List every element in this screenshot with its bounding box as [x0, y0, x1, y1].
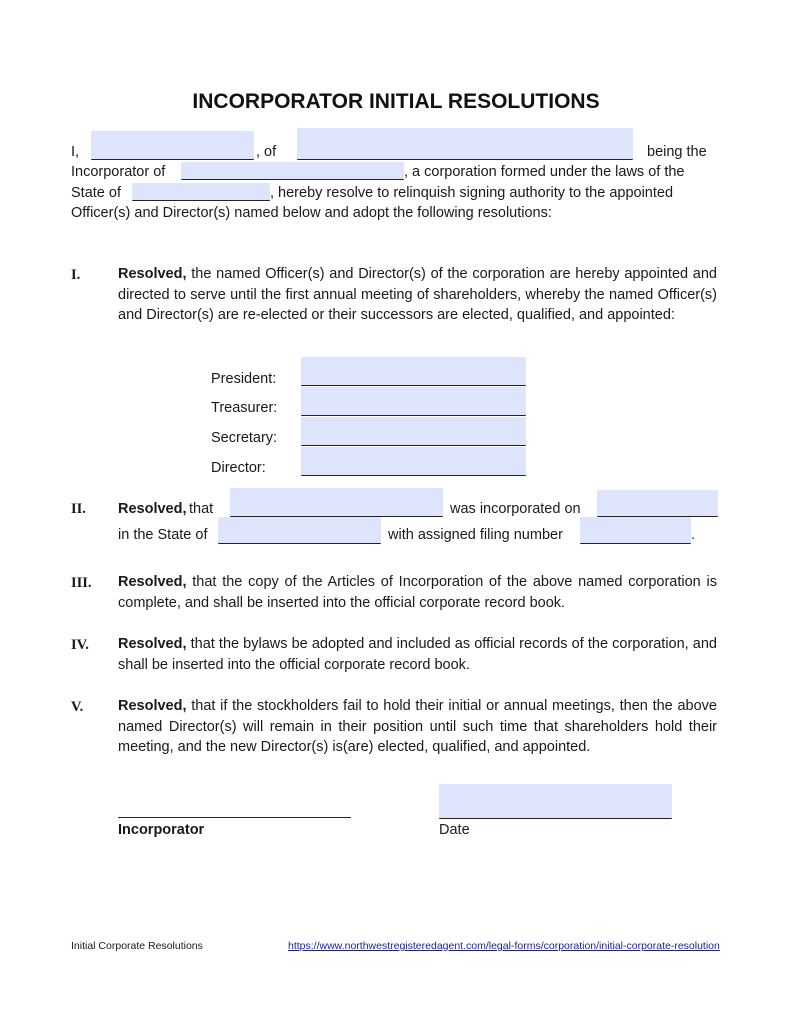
secretary-label: Secretary:	[211, 430, 278, 446]
incorporator-name-field[interactable]	[91, 131, 254, 160]
resolution-1-numeral: I.	[71, 267, 81, 283]
treasurer-label: Treasurer:	[211, 400, 278, 416]
state-field[interactable]	[132, 183, 270, 201]
resolution-3-text	[118, 572, 717, 613]
resolution-2-period: .	[691, 527, 696, 543]
corporation-name-field[interactable]	[181, 162, 404, 180]
incorporator-signature-label: Incorporator	[118, 822, 205, 838]
intro-hereby-resolve: , hereby resolve to relinquish signing authority to the appointed	[270, 185, 674, 201]
resolution-5-numeral: V.	[71, 699, 84, 715]
intro-state-of: State of	[71, 185, 121, 201]
resolution-2-state-label: in the State of	[118, 527, 208, 543]
incorporator-address-field[interactable]	[297, 128, 633, 160]
date-field[interactable]	[439, 784, 672, 819]
resolution-2-that: that	[189, 501, 214, 517]
resolution-1-text	[118, 264, 717, 326]
resolution-5-text	[118, 696, 717, 758]
footer-link[interactable]: https://www.northwestregisteredagent.com/legal-forms/corporation/initial-corporate-resolution	[288, 940, 720, 952]
resolution-4-text	[118, 634, 717, 675]
president-label: President:	[211, 371, 277, 387]
resolution-5-lead: Resolved,	[118, 698, 187, 714]
resolution-2-was-incorporated: was incorporated on	[450, 501, 581, 517]
incorporation-date-field[interactable]	[597, 490, 718, 517]
intro-i-label: I,	[71, 144, 80, 160]
filing-number-field[interactable]	[580, 517, 691, 544]
secretary-field[interactable]	[301, 417, 526, 446]
resolution-2-lead: Resolved,	[118, 501, 187, 517]
director-field[interactable]	[301, 447, 526, 476]
treasurer-field[interactable]	[301, 387, 526, 416]
intro-of-label: , of	[256, 144, 277, 160]
document-title: INCORPORATOR INITIAL RESOLUTIONS	[192, 90, 600, 113]
incorporator-signature-line[interactable]	[118, 817, 351, 818]
intro-incorporator-of: Incorporator of	[71, 164, 166, 180]
corporation-name-field-2[interactable]	[230, 488, 443, 517]
resolution-2-filing-label: with assigned filing number	[388, 527, 563, 543]
date-label: Date	[439, 822, 470, 838]
resolution-4-lead: Resolved,	[118, 636, 187, 652]
resolution-3-body: that the copy of the Articles of Incorporation of the above named corporation is complete, and shall be inserted into the official corporate record book.	[118, 574, 717, 611]
resolution-3-numeral: III.	[71, 575, 92, 591]
director-label: Director:	[211, 460, 266, 476]
state-field-2[interactable]	[218, 517, 381, 544]
footer-title: Initial Corporate Resolutions	[71, 940, 203, 952]
resolution-5-body: that if the stockholders fail to hold their initial or annual meetings, then the above named Director(s) will remain in their position until such time that shareholders hold their meeting, and the new Director(s) is(are) elected, qualified, and appointed.	[118, 698, 717, 756]
intro-last-line: Officer(s) and Director(s) named below and adopt the following resolutions:	[71, 205, 552, 221]
intro-being-the: being the	[647, 144, 707, 160]
resolution-4-body: that the bylaws be adopted and included as official records of the corporation, and shall be inserted into the official corporate record book.	[118, 636, 717, 673]
resolution-2-numeral: II.	[71, 501, 86, 517]
resolution-3-lead: Resolved,	[118, 574, 187, 590]
resolution-4-numeral: IV.	[71, 637, 89, 653]
president-field[interactable]	[301, 357, 526, 386]
resolution-1-lead: Resolved,	[118, 266, 187, 282]
resolution-1-body: the named Officer(s) and Director(s) of the corporation are hereby appointed and directed to serve until the first annual meeting of shareholders, whereby the named Officer(s) and Director(s) are re-elected or their successors are elected, qualified, and appointed:	[118, 266, 717, 324]
intro-corporation-formed: , a corporation formed under the laws of the	[404, 164, 685, 180]
